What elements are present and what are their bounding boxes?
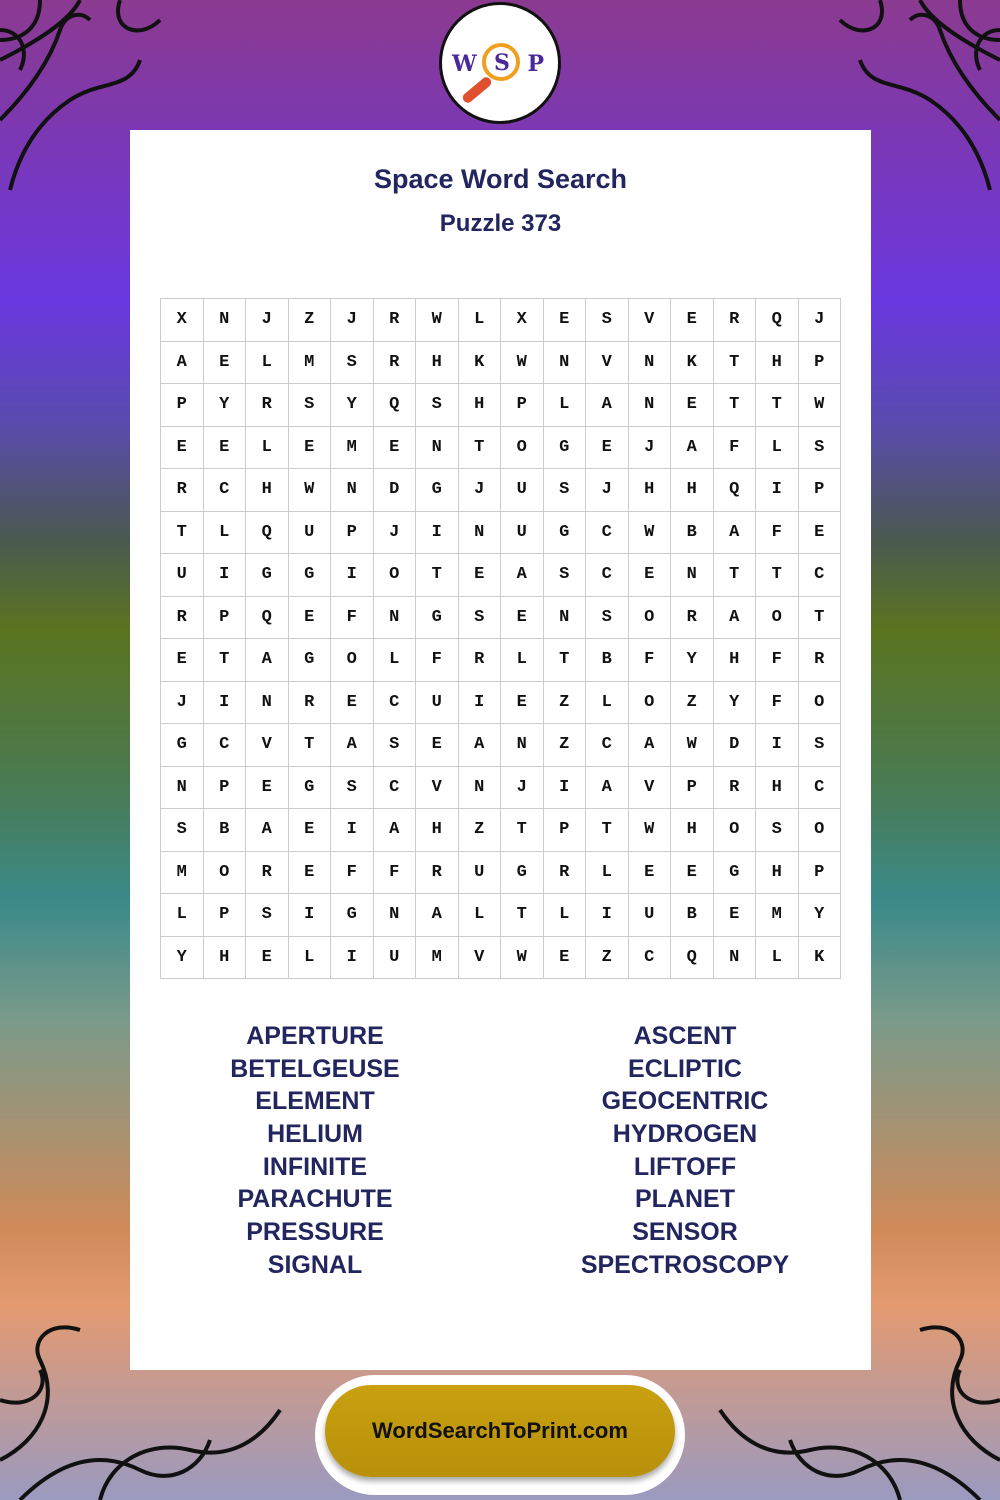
grid-cell[interactable]: H (756, 342, 799, 385)
grid-cell[interactable]: Q (374, 384, 417, 427)
grid-cell[interactable]: P (799, 469, 842, 512)
grid-cell[interactable]: N (544, 597, 587, 640)
grid-cell[interactable]: F (416, 639, 459, 682)
grid-cell[interactable]: N (629, 384, 672, 427)
grid-cell[interactable]: T (756, 554, 799, 597)
grid-cell[interactable]: E (714, 894, 757, 937)
grid-cell[interactable]: A (374, 809, 417, 852)
grid-cell[interactable]: Z (544, 724, 587, 767)
grid-cell[interactable]: U (501, 469, 544, 512)
grid-cell[interactable]: G (331, 894, 374, 937)
grid-cell[interactable]: U (374, 937, 417, 980)
puzzle-number: Puzzle 373 (439, 210, 562, 237)
grid-cell[interactable]: T (289, 724, 332, 767)
grid-cell[interactable]: T (756, 384, 799, 427)
grid-cell[interactable]: O (629, 682, 672, 725)
grid-cell[interactable]: T (501, 894, 544, 937)
grid-cell[interactable]: T (799, 597, 842, 640)
grid-cell[interactable]: F (714, 427, 757, 470)
grid-cell[interactable]: E (161, 427, 204, 470)
grid-cell[interactable]: F (756, 512, 799, 555)
grid-cell[interactable]: G (544, 512, 587, 555)
grid-cell[interactable]: V (629, 767, 672, 810)
word-list-item: PRESSURE (246, 1218, 384, 1247)
grid-cell[interactable]: P (799, 852, 842, 895)
grid-cell[interactable]: I (459, 682, 502, 725)
grid-cell[interactable]: D (714, 724, 757, 767)
grid-cell[interactable]: R (544, 852, 587, 895)
grid-cell[interactable]: T (204, 639, 247, 682)
grid-cell[interactable]: B (204, 809, 247, 852)
grid-cell[interactable]: L (374, 639, 417, 682)
grid-cell[interactable]: H (204, 937, 247, 980)
grid-cell[interactable]: C (629, 937, 672, 980)
grid-cell[interactable]: L (586, 682, 629, 725)
grid-cell[interactable]: G (544, 427, 587, 470)
grid-cell[interactable]: Q (246, 597, 289, 640)
grid-cell[interactable]: C (204, 724, 247, 767)
grid-cell[interactable]: S (756, 809, 799, 852)
grid-cell[interactable]: Q (714, 469, 757, 512)
word-list-item: HELIUM (267, 1120, 363, 1149)
site-link-button[interactable] (315, 1375, 685, 1495)
grid-cell[interactable]: N (416, 427, 459, 470)
grid-cell[interactable]: I (204, 682, 247, 725)
grid-cell[interactable]: R (246, 384, 289, 427)
grid-cell[interactable]: N (331, 469, 374, 512)
grid-cell[interactable]: N (459, 512, 502, 555)
grid-cell[interactable]: C (374, 682, 417, 725)
logo-letter-p: P (527, 51, 544, 77)
grid-cell[interactable]: C (799, 554, 842, 597)
grid-cell[interactable]: L (544, 894, 587, 937)
grid-cell[interactable]: Q (671, 937, 714, 980)
grid-cell[interactable]: X (501, 299, 544, 342)
grid-cell[interactable]: P (544, 809, 587, 852)
grid-cell[interactable]: O (204, 852, 247, 895)
grid-cell[interactable]: P (501, 384, 544, 427)
grid-cell[interactable]: H (459, 384, 502, 427)
grid-cell[interactable]: I (756, 469, 799, 512)
word-list-item: ECLIPTIC (628, 1054, 742, 1083)
grid-cell[interactable]: L (289, 937, 332, 980)
grid-cell[interactable]: C (586, 554, 629, 597)
grid-cell[interactable]: H (246, 469, 289, 512)
grid-cell[interactable]: T (544, 639, 587, 682)
grid-cell[interactable]: J (586, 469, 629, 512)
grid-cell[interactable]: N (501, 724, 544, 767)
grid-cell[interactable]: T (714, 554, 757, 597)
grid-cell[interactable]: E (501, 682, 544, 725)
grid-cell[interactable]: P (799, 342, 842, 385)
word-list-item: PARACHUTE (237, 1185, 393, 1214)
grid-cell[interactable]: E (544, 299, 587, 342)
grid-cell[interactable]: D (374, 469, 417, 512)
grid-cell[interactable]: Z (459, 809, 502, 852)
site-link-label: WordSearchToPrint.com (372, 1418, 628, 1443)
grid-cell[interactable]: S (331, 767, 374, 810)
grid-cell[interactable]: F (374, 852, 417, 895)
grid-cell[interactable]: V (586, 342, 629, 385)
magnifier-handle (461, 75, 493, 105)
grid-cell[interactable]: F (331, 597, 374, 640)
grid-cell[interactable]: J (629, 427, 672, 470)
grid-cell[interactable]: S (459, 597, 502, 640)
grid-cell[interactable]: I (204, 554, 247, 597)
grid-cell[interactable]: O (714, 809, 757, 852)
grid-cell[interactable]: H (756, 852, 799, 895)
grid-cell[interactable]: R (714, 767, 757, 810)
grid-cell[interactable]: V (416, 767, 459, 810)
grid-cell[interactable]: K (671, 342, 714, 385)
grid-cell[interactable]: H (756, 767, 799, 810)
grid-cell[interactable]: T (586, 809, 629, 852)
grid-cell[interactable]: P (671, 767, 714, 810)
grid-cell[interactable]: F (756, 639, 799, 682)
grid-cell[interactable]: A (714, 512, 757, 555)
grid-cell[interactable]: L (586, 852, 629, 895)
grid-cell[interactable]: E (289, 852, 332, 895)
grid-cell[interactable]: N (714, 937, 757, 980)
grid-cell[interactable]: Q (246, 512, 289, 555)
grid-cell[interactable]: L (204, 512, 247, 555)
grid-cell[interactable]: T (501, 809, 544, 852)
word-list-item: PLANET (635, 1185, 735, 1214)
logo-letter-s: S (494, 50, 510, 76)
grid-cell[interactable]: S (799, 427, 842, 470)
grid-cell[interactable]: S (586, 597, 629, 640)
word-list-item: APERTURE (246, 1022, 384, 1050)
grid-cell[interactable]: C (586, 512, 629, 555)
grid-cell[interactable]: W (799, 384, 842, 427)
word-list-item: ASCENT (633, 1022, 737, 1050)
grid-cell[interactable]: N (161, 767, 204, 810)
grid-cell[interactable]: L (756, 427, 799, 470)
grid-cell[interactable]: A (671, 427, 714, 470)
grid-cell[interactable]: P (331, 512, 374, 555)
grid-cell[interactable]: N (671, 554, 714, 597)
grid-cell[interactable]: C (204, 469, 247, 512)
grid-cell[interactable]: G (289, 639, 332, 682)
puzzle-card (130, 130, 871, 1370)
grid-cell[interactable]: N (374, 597, 417, 640)
grid-cell[interactable]: Q (756, 299, 799, 342)
grid-cell[interactable]: T (714, 384, 757, 427)
grid-cell[interactable]: V (246, 724, 289, 767)
grid-cell[interactable]: G (246, 554, 289, 597)
grid-cell[interactable]: O (374, 554, 417, 597)
grid-cell[interactable]: M (289, 342, 332, 385)
grid-cell[interactable]: S (544, 469, 587, 512)
grid-cell[interactable]: L (501, 639, 544, 682)
grid-cell[interactable]: T (459, 427, 502, 470)
grid-cell[interactable]: E (629, 554, 672, 597)
grid-cell[interactable]: E (331, 682, 374, 725)
grid-cell[interactable]: A (714, 597, 757, 640)
grid-cell[interactable]: E (161, 639, 204, 682)
grid-cell[interactable]: Y (799, 894, 842, 937)
grid-cell[interactable]: E (374, 427, 417, 470)
grid-cell[interactable]: U (629, 894, 672, 937)
grid-cell[interactable]: H (416, 809, 459, 852)
grid-cell[interactable]: G (501, 852, 544, 895)
grid-cell[interactable]: A (246, 639, 289, 682)
grid-cell[interactable]: B (671, 512, 714, 555)
grid-cell[interactable]: J (161, 682, 204, 725)
grid-cell[interactable]: T (416, 554, 459, 597)
grid-cell[interactable]: L (161, 894, 204, 937)
grid-cell[interactable]: L (246, 342, 289, 385)
grid-cell[interactable]: E (544, 937, 587, 980)
grid-cell[interactable]: E (204, 342, 247, 385)
grid-cell[interactable]: E (671, 852, 714, 895)
grid-cell[interactable]: U (416, 682, 459, 725)
grid-cell[interactable]: S (374, 724, 417, 767)
grid-cell[interactable]: Y (204, 384, 247, 427)
grid-cell[interactable]: U (501, 512, 544, 555)
grid-cell[interactable]: F (756, 682, 799, 725)
grid-cell[interactable]: Z (671, 682, 714, 725)
grid-cell[interactable]: E (671, 384, 714, 427)
grid-cell[interactable]: E (671, 299, 714, 342)
grid-cell[interactable]: K (459, 342, 502, 385)
grid-cell[interactable]: I (289, 894, 332, 937)
grid-cell[interactable]: E (799, 512, 842, 555)
grid-cell[interactable]: W (629, 809, 672, 852)
grid-cell[interactable]: G (289, 554, 332, 597)
grid-cell[interactable]: L (459, 894, 502, 937)
grid-cell[interactable]: U (459, 852, 502, 895)
grid-cell[interactable]: M (161, 852, 204, 895)
grid-cell[interactable]: B (586, 639, 629, 682)
grid-cell[interactable]: W (416, 299, 459, 342)
grid-cell[interactable]: P (161, 384, 204, 427)
grid-cell[interactable]: G (161, 724, 204, 767)
grid-cell[interactable]: S (161, 809, 204, 852)
grid-cell[interactable]: O (799, 682, 842, 725)
grid-cell[interactable]: S (586, 299, 629, 342)
grid-cell[interactable]: C (586, 724, 629, 767)
grid-cell[interactable]: S (799, 724, 842, 767)
grid-cell[interactable]: A (459, 724, 502, 767)
page-title: Space Word Search (373, 164, 628, 194)
grid-cell[interactable]: A (331, 724, 374, 767)
grid-cell[interactable]: G (416, 469, 459, 512)
grid-cell[interactable]: B (671, 894, 714, 937)
grid-cell[interactable]: M (756, 894, 799, 937)
grid-cell[interactable]: U (289, 512, 332, 555)
grid-cell[interactable]: A (501, 554, 544, 597)
grid-cell[interactable]: J (331, 299, 374, 342)
grid-cell[interactable]: J (799, 299, 842, 342)
grid-cell[interactable]: S (416, 384, 459, 427)
grid-cell[interactable]: E (289, 809, 332, 852)
grid-cell[interactable]: M (331, 427, 374, 470)
grid-cell[interactable]: R (671, 597, 714, 640)
grid-cell[interactable]: I (544, 767, 587, 810)
grid-cell[interactable]: M (416, 937, 459, 980)
grid-cell[interactable]: R (161, 469, 204, 512)
grid-cell[interactable]: R (416, 852, 459, 895)
grid-cell[interactable]: A (586, 767, 629, 810)
grid-cell[interactable]: I (331, 937, 374, 980)
site-link-pill[interactable] (325, 1385, 675, 1477)
grid-cell[interactable]: W (501, 937, 544, 980)
grid-cell[interactable]: A (416, 894, 459, 937)
grid-cell[interactable]: E (586, 427, 629, 470)
grid-cell[interactable]: R (161, 597, 204, 640)
grid-cell[interactable]: T (161, 512, 204, 555)
grid-cell[interactable]: S (246, 894, 289, 937)
grid-cell[interactable]: S (331, 342, 374, 385)
grid-cell[interactable]: F (331, 852, 374, 895)
grid-cell[interactable]: Z (289, 299, 332, 342)
grid-cell[interactable]: K (799, 937, 842, 980)
grid-cell[interactable]: Y (161, 937, 204, 980)
grid-cell[interactable]: A (246, 809, 289, 852)
word-list-item: SPECTROSCOPY (580, 1250, 790, 1279)
grid-cell[interactable]: X (161, 299, 204, 342)
grid-cell[interactable]: I (756, 724, 799, 767)
grid-cell[interactable]: E (416, 724, 459, 767)
grid-cell[interactable]: T (714, 342, 757, 385)
grid-cell[interactable]: Z (586, 937, 629, 980)
word-list-item: BETELGEUSE (230, 1054, 400, 1083)
grid-cell[interactable]: S (289, 384, 332, 427)
grid-cell[interactable]: N (544, 342, 587, 385)
grid-cell[interactable]: G (289, 767, 332, 810)
grid-cell[interactable]: J (246, 299, 289, 342)
grid-cell[interactable]: H (629, 469, 672, 512)
grid-cell[interactable]: O (331, 639, 374, 682)
grid-cell[interactable]: W (289, 469, 332, 512)
grid-cell[interactable]: P (204, 767, 247, 810)
grid-cell[interactable]: R (799, 639, 842, 682)
grid-cell[interactable]: Y (671, 639, 714, 682)
grid-cell[interactable]: Y (331, 384, 374, 427)
grid-cell[interactable]: W (501, 342, 544, 385)
grid-cell[interactable]: I (331, 809, 374, 852)
grid-cell[interactable]: R (246, 852, 289, 895)
word-list-item: GEOCENTRIC (601, 1087, 769, 1116)
grid-cell[interactable]: J (459, 469, 502, 512)
grid-cell[interactable]: P (204, 597, 247, 640)
grid-cell[interactable]: I (331, 554, 374, 597)
grid-cell[interactable]: E (246, 767, 289, 810)
grid-cell[interactable]: H (671, 809, 714, 852)
grid-cell[interactable]: R (459, 639, 502, 682)
grid-cell[interactable]: H (416, 342, 459, 385)
grid-cell[interactable]: O (629, 597, 672, 640)
word-list-item: SIGNAL (267, 1250, 363, 1279)
grid-cell[interactable]: R (374, 299, 417, 342)
grid-cell[interactable]: I (416, 512, 459, 555)
grid-cell[interactable]: N (204, 299, 247, 342)
grid-cell[interactable]: A (629, 724, 672, 767)
grid-cell[interactable]: N (459, 767, 502, 810)
grid-cell[interactable]: V (629, 299, 672, 342)
grid-cell[interactable]: J (374, 512, 417, 555)
grid-cell[interactable]: G (714, 852, 757, 895)
wsp-logo[interactable] (439, 2, 561, 124)
grid-cell[interactable]: L (459, 299, 502, 342)
grid-cell[interactable]: E (204, 427, 247, 470)
grid-cell[interactable]: E (289, 427, 332, 470)
logo-letter-w: W (452, 51, 477, 77)
grid-cell[interactable]: O (799, 809, 842, 852)
grid-cell[interactable]: W (629, 512, 672, 555)
grid-cell[interactable]: I (586, 894, 629, 937)
grid-cell[interactable]: A (161, 342, 204, 385)
grid-cell[interactable]: E (289, 597, 332, 640)
word-list-right (500, 1020, 870, 1282)
grid-cell[interactable]: L (544, 384, 587, 427)
grid-cell[interactable]: A (586, 384, 629, 427)
grid-cell[interactable]: N (374, 894, 417, 937)
grid-cell[interactable]: Z (544, 682, 587, 725)
grid-cell[interactable]: H (714, 639, 757, 682)
grid-cell[interactable]: O (756, 597, 799, 640)
grid-cell[interactable]: C (374, 767, 417, 810)
word-list-left (130, 1020, 500, 1282)
letter-grid (160, 298, 841, 979)
grid-cell[interactable]: U (161, 554, 204, 597)
grid-cell[interactable]: C (799, 767, 842, 810)
grid-cell[interactable]: E (246, 937, 289, 980)
grid-cell[interactable]: O (501, 427, 544, 470)
grid-cell[interactable]: N (246, 682, 289, 725)
word-list-item: INFINITE (262, 1152, 368, 1181)
grid-cell[interactable]: E (459, 554, 502, 597)
word-list-item: HYDROGEN (612, 1120, 758, 1149)
grid-cell[interactable]: R (374, 342, 417, 385)
grid-cell[interactable]: H (671, 469, 714, 512)
grid-cell[interactable]: E (629, 852, 672, 895)
grid-cell[interactable]: L (756, 937, 799, 980)
grid-cell[interactable]: Y (714, 682, 757, 725)
grid-cell[interactable]: R (289, 682, 332, 725)
word-list-item: LIFTOFF (633, 1152, 737, 1181)
grid-cell[interactable]: R (714, 299, 757, 342)
grid-cell[interactable]: E (501, 597, 544, 640)
grid-cell[interactable]: W (671, 724, 714, 767)
word-list-item: ELEMENT (255, 1087, 375, 1116)
grid-cell[interactable]: F (629, 639, 672, 682)
grid-cell[interactable]: P (204, 894, 247, 937)
grid-cell[interactable]: J (501, 767, 544, 810)
grid-cell[interactable]: V (459, 937, 502, 980)
grid-cell[interactable]: S (544, 554, 587, 597)
grid-cell[interactable]: N (629, 342, 672, 385)
grid-cell[interactable]: L (246, 427, 289, 470)
grid-cell[interactable]: G (416, 597, 459, 640)
word-list-item: SENSOR (632, 1218, 738, 1247)
